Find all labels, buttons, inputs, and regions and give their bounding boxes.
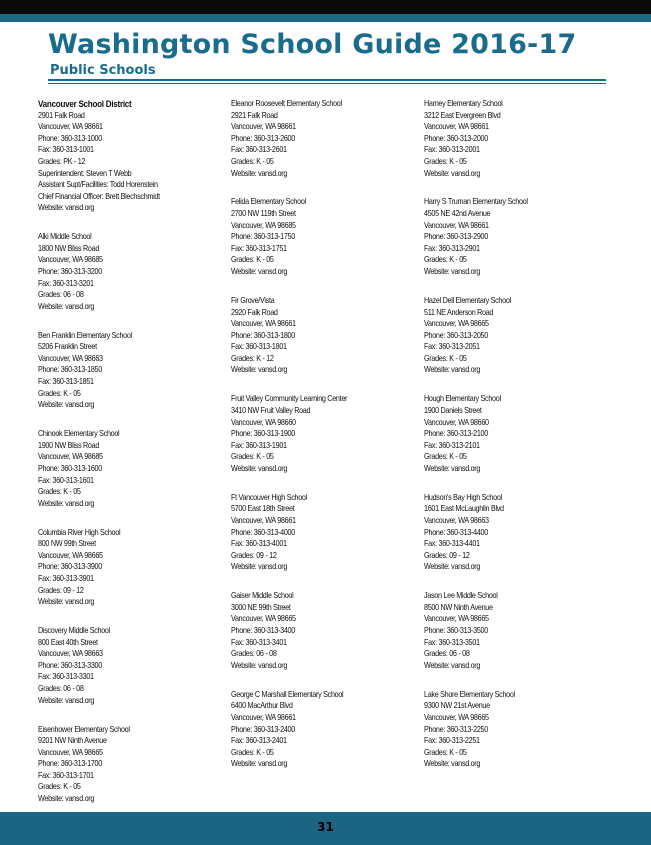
school-fax: Fax: 360-313-3901: [38, 572, 94, 583]
school-name: Gaiser Middle School: [231, 590, 294, 601]
school-entry: [38, 527, 223, 608]
school-phone: Phone: 360-313-3900: [38, 561, 102, 572]
top-black-bar: [0, 0, 651, 14]
school-entry: [424, 98, 609, 179]
school-grades: Grades: 06 - 08: [231, 648, 277, 659]
school-grades: Grades: K - 05: [424, 451, 467, 462]
district-phone: Phone: 360-313-1000: [38, 132, 102, 143]
school-city: Vancouver, WA 98661: [231, 515, 296, 525]
column-1: [38, 98, 223, 805]
school-city: Vancouver, WA 98663: [38, 648, 103, 659]
school-grades: Grades: K - 05: [424, 155, 467, 166]
school-entry: [231, 393, 416, 474]
school-grades: Grades: 06 - 08: [38, 683, 84, 694]
school-grades: Grades: 09 - 12: [424, 549, 470, 560]
school-name: Fir Grove/Vista: [231, 294, 275, 305]
school-entry: [424, 196, 609, 277]
school-city: Vancouver, WA 98665: [424, 613, 489, 624]
school-grades: Grades: K - 05: [424, 352, 467, 363]
district-address: 2901 Falk Road: [38, 109, 85, 120]
school-address: 800 East 40th Street: [38, 636, 98, 647]
school-website: Website: vansd.org: [424, 462, 481, 473]
school-address: 9201 NW Ninth Avenue: [38, 735, 107, 746]
school-address: 1601 East McLaughlin Blvd: [424, 503, 504, 514]
school-website: Website: vansd.org: [38, 399, 95, 410]
school-fax: Fax: 360-313-2101: [424, 439, 480, 450]
school-address: 5206 Franklin Street: [38, 341, 97, 352]
school-phone: Phone: 360-313-3300: [38, 659, 102, 670]
school-grades: Grades: K - 12: [231, 352, 274, 363]
school-fax: Fax: 360-313-3501: [424, 636, 480, 647]
school-entry: [38, 625, 223, 706]
school-name: Hough Elementary School: [424, 393, 501, 404]
school-website: Website: vansd.org: [38, 793, 95, 804]
school-name: Discovery Middle School: [38, 625, 110, 636]
school-grades: Grades: K - 05: [424, 746, 467, 757]
school-entry: [231, 295, 416, 376]
school-fax: Fax: 360-313-3201: [38, 277, 94, 288]
school-grades: Grades: 09 - 12: [38, 584, 84, 595]
school-city: Vancouver, WA 98661: [424, 121, 489, 132]
school-phone: Phone: 360-313-1700: [38, 758, 102, 769]
school-fax: Fax: 360-313-1851: [38, 376, 94, 387]
school-phone: Phone: 360-313-1800: [231, 329, 295, 340]
school-entry: [38, 428, 223, 509]
school-name: Eisenhower Elementary School: [38, 723, 130, 734]
school-entry: [231, 492, 416, 573]
school-grades: Grades: K - 05: [38, 486, 81, 497]
school-website: Website: vansd.org: [424, 561, 481, 572]
school-website: Website: vansd.org: [424, 364, 481, 375]
school-entry: [231, 689, 416, 770]
school-website: Website: vansd.org: [38, 300, 95, 311]
school-entry: [424, 590, 609, 671]
school-phone: Phone: 360-313-2400: [231, 723, 295, 734]
school-name: Fruit Valley Community Learning Center: [231, 393, 348, 404]
school-city: Vancouver, WA 98665: [424, 711, 489, 722]
school-city: Vancouver, WA 98663: [38, 352, 103, 363]
school-name: Chinook Elementary School: [38, 428, 120, 439]
school-fax: Fax: 360-313-1901: [231, 439, 287, 450]
school-fax: Fax: 360-313-2001: [424, 144, 480, 155]
school-address: 2700 NW 119th Street: [231, 208, 296, 219]
school-name: George C Marshall Elementary School: [231, 688, 344, 699]
school-city: Vancouver, WA 98661: [231, 318, 296, 329]
school-fax: Fax: 360-313-2901: [424, 242, 480, 253]
school-name: Felida Elementary School: [231, 196, 306, 207]
school-address: 5700 East 18th Street: [231, 503, 295, 514]
school-grades: Grades: K - 05: [231, 155, 274, 166]
school-address: 3000 NE 99th Street: [231, 601, 291, 612]
school-website: Website: vansd.org: [38, 694, 95, 705]
school-city: Vancouver, WA 98665: [38, 746, 103, 757]
header-rule-thin: [48, 83, 606, 84]
school-phone: Phone: 360-313-1600: [38, 462, 102, 473]
school-city: Vancouver, WA 98661: [231, 121, 296, 132]
school-website: Website: vansd.org: [38, 596, 95, 607]
school-entry: [38, 231, 223, 312]
school-phone: Phone: 360-313-4400: [424, 526, 488, 537]
school-phone: Phone: 360-313-3500: [424, 625, 488, 636]
school-city: Vancouver, WA 98665: [38, 549, 103, 560]
school-address: 3410 NW Fruit Valley Road: [231, 404, 311, 415]
school-grades: Grades: 06 - 08: [424, 648, 470, 659]
school-city: Vancouver, WA 98661: [231, 711, 296, 722]
school-grades: Grades: 09 - 12: [231, 549, 277, 560]
school-address: 3212 East Evergreen Blvd: [424, 109, 501, 120]
school-grades: Grades: K - 05: [231, 451, 274, 462]
school-address: 1800 NW Bliss Road: [38, 242, 100, 253]
school-phone: Phone: 360-313-2900: [424, 231, 488, 242]
school-phone: Phone: 360-313-1850: [38, 364, 102, 375]
school-name: Jason Lee Middle School: [424, 590, 498, 601]
school-grades: Grades: K - 05: [424, 254, 467, 265]
school-address: 511 NE Anderson Road: [424, 306, 494, 317]
school-address: 6400 MacArthur Blvd: [231, 700, 293, 711]
school-grades: Grades: 06 - 08: [38, 289, 84, 300]
school-fax: Fax: 360-313-2251: [424, 735, 480, 746]
school-address: 4505 NE 42nd Avenue: [424, 208, 491, 219]
school-phone: Phone: 360-313-3200: [38, 266, 102, 277]
district-website: Website: vansd.org: [38, 202, 95, 213]
school-fax: Fax: 360-313-3401: [231, 636, 287, 647]
school-phone: Phone: 360-313-1750: [231, 231, 295, 242]
school-phone: Phone: 360-313-2600: [231, 132, 295, 143]
school-city: Vancouver, WA 98665: [231, 613, 296, 624]
district-cfo: Chief Financial Officer: Brett Blechschmidt: [38, 190, 160, 201]
school-address: 1900 NW Bliss Road: [38, 439, 100, 450]
header-rule-thick: [48, 79, 606, 81]
school-fax: Fax: 360-313-1601: [38, 474, 94, 485]
school-entry: [38, 330, 223, 411]
school-grades: Grades: K - 05: [231, 254, 274, 265]
school-name: Lake Shore Elementary School: [424, 688, 515, 699]
school-city: Vancouver, WA 98685: [38, 254, 103, 265]
school-entry: [38, 724, 223, 805]
school-address: 9300 NW 21st Avenue: [424, 700, 490, 711]
school-website: Website: vansd.org: [231, 364, 288, 375]
school-website: Website: vansd.org: [424, 266, 481, 277]
school-website: Website: vansd.org: [424, 167, 481, 178]
school-entry: [231, 590, 416, 671]
page-number: 31: [317, 820, 334, 834]
school-address: 2921 Falk Road: [231, 109, 278, 120]
school-website: Website: vansd.org: [231, 758, 288, 769]
school-fax: Fax: 360-313-1701: [38, 769, 94, 780]
district-fax: Fax: 360-313-1001: [38, 144, 94, 155]
school-city: Vancouver, WA 98685: [231, 219, 296, 230]
school-website: Website: vansd.org: [231, 266, 288, 277]
school-city: Vancouver, WA 98685: [38, 451, 103, 462]
school-website: Website: vansd.org: [424, 758, 481, 769]
school-phone: Phone: 360-313-2050: [424, 329, 488, 340]
top-teal-bar: [0, 14, 651, 22]
school-grades: Grades: K - 05: [38, 781, 81, 792]
school-fax: Fax: 360-313-2601: [231, 144, 287, 155]
school-fax: Fax: 360-313-3301: [38, 671, 94, 682]
school-website: Website: vansd.org: [38, 497, 95, 508]
school-name: Eleanor Roosevelt Elementary School: [231, 98, 342, 108]
school-name: Ft Vancouver High School: [231, 491, 307, 502]
school-grades: Grades: K - 05: [231, 746, 274, 757]
district-city: Vancouver, WA 98661: [38, 121, 103, 132]
school-phone: Phone: 360-313-2000: [424, 132, 488, 143]
school-entry: [231, 196, 416, 277]
district-assistant-supt: Assistant Supt/Facilities: Todd Horenstein: [38, 179, 158, 190]
school-grades: Grades: K - 05: [38, 387, 81, 398]
school-phone: Phone: 360-313-3400: [231, 625, 295, 636]
column-3: [424, 98, 609, 770]
school-address: 8500 NW Ninth Avenue: [424, 601, 493, 612]
district-name: Vancouver School District: [38, 98, 132, 109]
school-city: Vancouver, WA 98665: [424, 318, 489, 329]
school-name: Hazel Dell Elementary School: [424, 294, 511, 305]
district-superintendent: Superintendent: Steven T Webb: [38, 167, 132, 178]
school-city: Vancouver, WA 98663: [424, 515, 489, 525]
school-website: Website: vansd.org: [231, 561, 288, 572]
page-subtitle: Public Schools: [50, 63, 156, 78]
school-entry: [424, 295, 609, 376]
school-address: 800 NW 99th Street: [38, 538, 96, 549]
school-city: Vancouver, WA 98661: [424, 219, 489, 230]
school-entry: [424, 492, 609, 573]
school-website: Website: vansd.org: [424, 659, 481, 670]
school-fax: Fax: 360-313-4401: [424, 538, 480, 549]
district-entry: [38, 98, 223, 214]
page-title: Washington School Guide 2016-17: [48, 29, 577, 60]
school-phone: Phone: 360-313-1900: [231, 428, 295, 439]
school-name: Ben Franklin Elementary School: [38, 329, 132, 340]
school-city: Vancouver, WA 98660: [424, 416, 489, 427]
school-entry: [424, 393, 609, 474]
school-fax: Fax: 360-313-1801: [231, 341, 287, 352]
school-website: Website: vansd.org: [231, 167, 288, 178]
school-name: Harry S Truman Elementary School: [424, 196, 528, 207]
school-entry: [424, 689, 609, 770]
district-grades: Grades: PK - 12: [38, 155, 86, 166]
school-address: 1900 Daniels Street: [424, 404, 482, 415]
school-phone: Phone: 360-313-4000: [231, 526, 295, 537]
school-fax: Fax: 360-313-2401: [231, 735, 287, 746]
school-website: Website: vansd.org: [231, 659, 288, 670]
school-website: Website: vansd.org: [231, 462, 288, 473]
school-entry: [231, 98, 416, 179]
school-name: Harney Elementary School: [424, 98, 503, 108]
school-fax: Fax: 360-313-4001: [231, 538, 287, 549]
school-fax: Fax: 360-313-1751: [231, 242, 287, 253]
school-name: Columbia River High School: [38, 526, 121, 537]
school-phone: Phone: 360-313-2250: [424, 723, 488, 734]
school-city: Vancouver, WA 98660: [231, 416, 296, 427]
school-name: Hudson's Bay High School: [424, 491, 502, 502]
school-fax: Fax: 360-313-2051: [424, 341, 480, 352]
school-name: Alki Middle School: [38, 231, 92, 242]
school-address: 2920 Falk Road: [231, 306, 278, 317]
column-2: [231, 98, 416, 770]
school-phone: Phone: 360-313-2100: [424, 428, 488, 439]
